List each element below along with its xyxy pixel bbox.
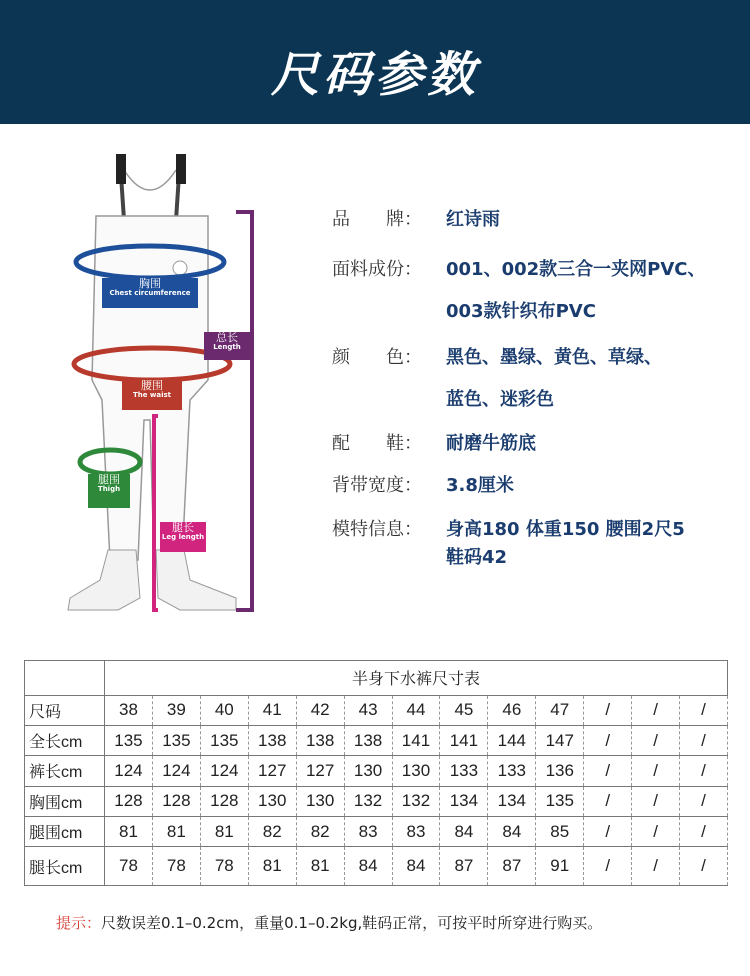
spec-label: 颜 色：: [332, 347, 422, 368]
row-label: 尺码: [25, 695, 105, 725]
table-cell: /: [680, 756, 728, 786]
table-cell: 144: [488, 725, 536, 755]
chest-label: 胸围: [139, 277, 161, 290]
table-cell: /: [584, 816, 632, 846]
table-cell: 47: [536, 695, 584, 725]
table-cell: 130: [296, 786, 344, 816]
table-cell: /: [632, 847, 680, 886]
spec-value: 003款针织布PVC: [446, 301, 596, 322]
table-cell: /: [584, 725, 632, 755]
row-label: 全长cm: [25, 725, 105, 755]
table-cell: 133: [488, 756, 536, 786]
table-cell: 147: [536, 725, 584, 755]
table-cell: 135: [105, 725, 153, 755]
table-cell: /: [584, 695, 632, 725]
table-cell: 38: [105, 695, 153, 725]
table-cell: 124: [152, 756, 200, 786]
table-cell: 135: [200, 725, 248, 755]
table-cell: 128: [152, 786, 200, 816]
table-cell: 81: [248, 847, 296, 886]
table-cell: /: [584, 756, 632, 786]
table-cell: 130: [248, 786, 296, 816]
table-cell: 40: [200, 695, 248, 725]
spec-value: 3.8厘米: [446, 475, 514, 496]
spec-value: 蓝色、迷彩色: [446, 389, 554, 410]
table-cell: 138: [248, 725, 296, 755]
row-label: 腿围cm: [25, 816, 105, 846]
table-cell: 81: [152, 816, 200, 846]
table-cell: 127: [248, 756, 296, 786]
table-cell: 85: [536, 816, 584, 846]
thigh-label: 腿围: [98, 473, 120, 486]
table-cell: /: [584, 786, 632, 816]
table-cell: 138: [296, 725, 344, 755]
spec-value: 鞋码42: [446, 547, 508, 568]
thigh-tag: [88, 474, 130, 508]
table-cell: 45: [440, 695, 488, 725]
table-cell: /: [632, 756, 680, 786]
table-cell: 136: [536, 756, 584, 786]
table-cell: 78: [105, 847, 153, 886]
table-cell: 132: [344, 786, 392, 816]
table-cell: 42: [296, 695, 344, 725]
length-label: 总长: [216, 331, 238, 344]
table-cell: 84: [440, 816, 488, 846]
table-cell: 128: [200, 786, 248, 816]
table-cell: /: [680, 695, 728, 725]
leg-length-label: 腿长: [172, 521, 194, 534]
table-cell: 133: [440, 756, 488, 786]
table-cell: /: [584, 847, 632, 886]
table-caption: 半身下水裤尺寸表: [105, 661, 728, 696]
table-cell: 82: [248, 816, 296, 846]
table-cell: 83: [344, 816, 392, 846]
row-label: 腿长cm: [25, 847, 105, 886]
spec-label: 背带宽度：: [332, 475, 422, 496]
table-cell: 124: [105, 756, 153, 786]
table-cell: 78: [152, 847, 200, 886]
spec-value: 黑色、墨绿、黄色、草绿、: [446, 347, 662, 368]
table-cell: 84: [344, 847, 392, 886]
length-label-en: Length: [213, 343, 241, 352]
waist-label-en: The waist: [132, 391, 172, 400]
table-cell: 78: [200, 847, 248, 886]
spec-label: 配 鞋：: [332, 433, 422, 454]
table-cell: /: [680, 816, 728, 846]
page-title: 尺码参数: [270, 47, 479, 103]
thigh-label-en: Thigh: [97, 485, 121, 494]
table-corner: [25, 661, 105, 696]
table-cell: 141: [440, 725, 488, 755]
table-cell: 130: [392, 756, 440, 786]
table-cell: 134: [440, 786, 488, 816]
length-tag: [204, 332, 250, 360]
table-cell: 132: [392, 786, 440, 816]
table-cell: 135: [536, 786, 584, 816]
table-cell: /: [680, 786, 728, 816]
table-cell: 82: [296, 816, 344, 846]
table-cell: /: [632, 786, 680, 816]
table-cell: 127: [296, 756, 344, 786]
note-label: 提示：: [56, 914, 102, 932]
chest-tag: [102, 278, 198, 308]
table-cell: 39: [152, 695, 200, 725]
size-note: [56, 912, 602, 933]
leg-length-label-en: Leg length: [161, 533, 205, 542]
table-cell: 84: [488, 816, 536, 846]
spec-label: 品 牌：: [332, 209, 422, 230]
table-cell: 130: [344, 756, 392, 786]
table-cell: 43: [344, 695, 392, 725]
table-cell: 138: [344, 725, 392, 755]
header-banner: [0, 0, 750, 124]
table-cell: 141: [392, 725, 440, 755]
table-cell: /: [632, 816, 680, 846]
wader-figure: [40, 150, 290, 620]
row-label: 裤长cm: [25, 756, 105, 786]
table-cell: 135: [152, 725, 200, 755]
leg-length-tag: [160, 522, 206, 552]
spec-value: 红诗雨: [446, 209, 500, 230]
table-cell: /: [680, 725, 728, 755]
table-cell: 128: [105, 786, 153, 816]
table-cell: 124: [200, 756, 248, 786]
table-cell: 81: [296, 847, 344, 886]
waist-label: 腰围: [141, 379, 163, 392]
table-cell: 44: [392, 695, 440, 725]
table-cell: 87: [440, 847, 488, 886]
chest-label-en: Chest circumference: [109, 289, 191, 298]
table-cell: 84: [392, 847, 440, 886]
table-cell: 83: [392, 816, 440, 846]
spec-label: 模特信息：: [332, 519, 422, 540]
size-table: [24, 660, 728, 886]
table-cell: /: [680, 847, 728, 886]
table-cell: 46: [488, 695, 536, 725]
waist-tag: [122, 380, 182, 410]
table-cell: /: [632, 695, 680, 725]
table-cell: 81: [200, 816, 248, 846]
spec-value: 耐磨牛筋底: [446, 433, 536, 454]
table-cell: 81: [105, 816, 153, 846]
table-cell: 41: [248, 695, 296, 725]
note-text: 尺数误差0.1–0.2cm，重量0.1–0.2kg,鞋码正常，可按平时所穿进行购买。: [101, 914, 603, 932]
table-cell: 134: [488, 786, 536, 816]
table-cell: 87: [488, 847, 536, 886]
spec-value: 001、002款三合一夹网PVC、: [446, 259, 706, 280]
spec-label: 面料成份：: [332, 259, 422, 280]
table-cell: /: [632, 725, 680, 755]
table-cell: 91: [536, 847, 584, 886]
row-label: 胸围cm: [25, 786, 105, 816]
spec-value: 身高180 体重150 腰围2尺5: [446, 519, 685, 540]
